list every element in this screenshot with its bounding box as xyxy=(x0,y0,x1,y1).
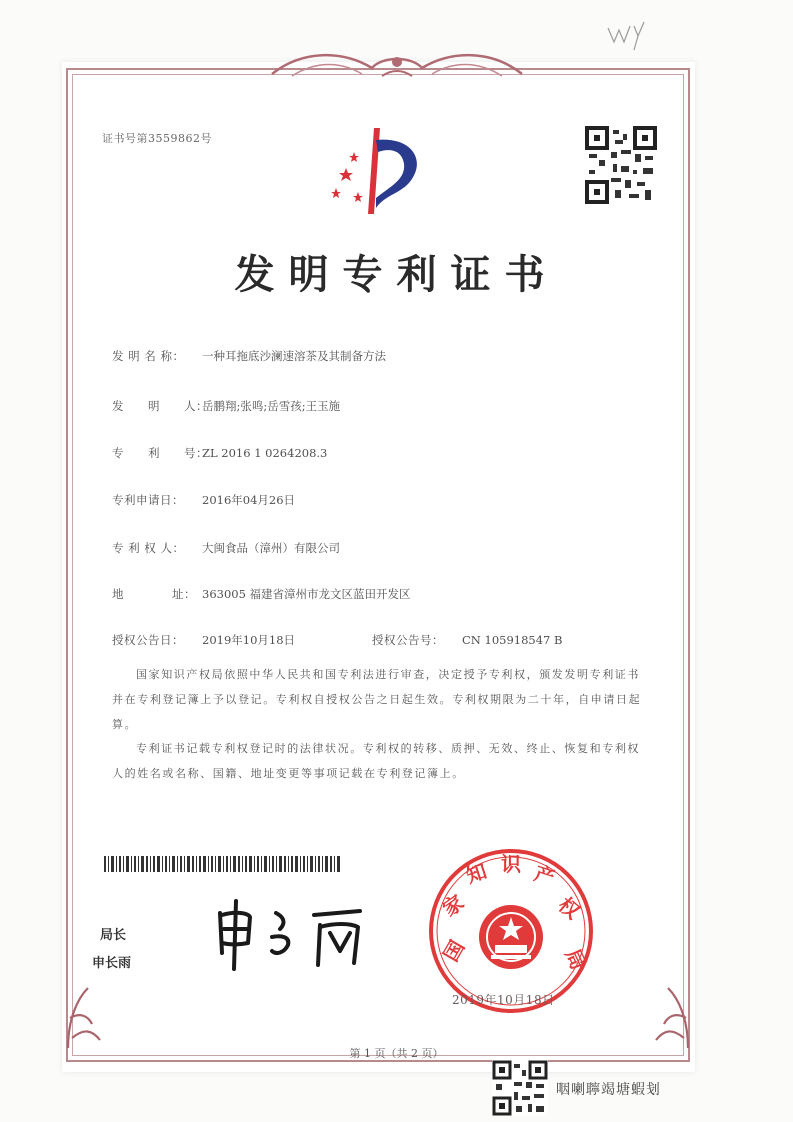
filing-date-value: 2016年04月26日 xyxy=(202,493,296,507)
address-label: 地 址： xyxy=(112,587,196,601)
field-patentee xyxy=(112,540,340,556)
page-number: 第 1 页（共 2 页） xyxy=(349,1047,444,1060)
svg-text:权: 权 xyxy=(553,892,585,924)
qr-code xyxy=(585,126,657,204)
verification-text: 咽喇聹竭塘蝦刬 xyxy=(556,1082,661,1098)
paragraph-legal-status: 专利证书记载专利权登记时的法律状况。专利权的转移、质押、无效、终止、恢复和专利权人的姓名或名称、国籍、地址变更等事项记载在专利登记簿上。 xyxy=(112,742,640,780)
top-ornament xyxy=(262,46,532,86)
inventors-value: 岳鹏翔;张鸣;岳雪孩;王玉施 xyxy=(202,399,341,413)
field-address xyxy=(112,586,411,602)
filing-date-label: 专利申请日： xyxy=(112,493,184,507)
patent-number-label: 专 利 号： xyxy=(112,446,208,460)
signer-title: 局长 xyxy=(100,928,127,943)
grant-publication-label: 授权公告号： xyxy=(372,633,444,647)
field-patent-number xyxy=(112,445,327,461)
grant-date-label: 授权公告日： xyxy=(112,633,184,647)
margin-scribble xyxy=(600,14,660,54)
address-value: 363005 福建省漳州市龙文区蓝田开发区 xyxy=(202,587,411,601)
field-grant-date xyxy=(112,632,295,648)
patent-number-value: ZL 2016 1 0264208.3 xyxy=(202,446,328,460)
patentee-label: 专 利 权 人： xyxy=(112,541,185,555)
signer-name: 申长雨 xyxy=(92,956,132,971)
verification-qr-code xyxy=(492,1060,548,1116)
svg-text:局: 局 xyxy=(560,944,591,974)
seal-date: 2019年10月18日 xyxy=(452,993,555,1007)
svg-text:知: 知 xyxy=(463,858,490,888)
svg-text:国: 国 xyxy=(438,936,470,966)
paragraph-grant: 国家知识产权局依照中华人民共和国专利法进行审查，决定授予专利权，颁发发明专利证书并在专利登记簿上予以登记。专利权自授权公告之日起生效。专利权期限为二十年，自申请日起算。 xyxy=(112,668,642,731)
certificate-number: 证书号第3559862号 xyxy=(102,132,212,145)
svg-text:产: 产 xyxy=(531,860,558,890)
grant-date-value: 2019年10月18日 xyxy=(202,633,296,647)
field-filing-date xyxy=(112,492,295,508)
invention-name-value: 一种耳拖底沙澜速溶茶及其制备方法 xyxy=(202,349,386,363)
grant-publication-value: CN 105918547 B xyxy=(462,633,563,647)
handwritten-signature xyxy=(210,895,380,975)
certificate-title: 发明专利证书 xyxy=(234,251,559,298)
inventors-label: 发 明 人： xyxy=(112,399,208,413)
field-inventors xyxy=(112,398,340,414)
field-grant-publication xyxy=(372,632,562,648)
svg-text:家: 家 xyxy=(438,889,469,922)
field-invention-name xyxy=(112,348,386,364)
invention-name-label: 发 明 名 称： xyxy=(112,349,185,363)
svg-text:识: 识 xyxy=(501,852,521,876)
patentee-value: 大闽食品（漳州）有限公司 xyxy=(202,541,340,555)
barcode xyxy=(104,856,344,872)
patent-office-logo xyxy=(318,122,438,222)
